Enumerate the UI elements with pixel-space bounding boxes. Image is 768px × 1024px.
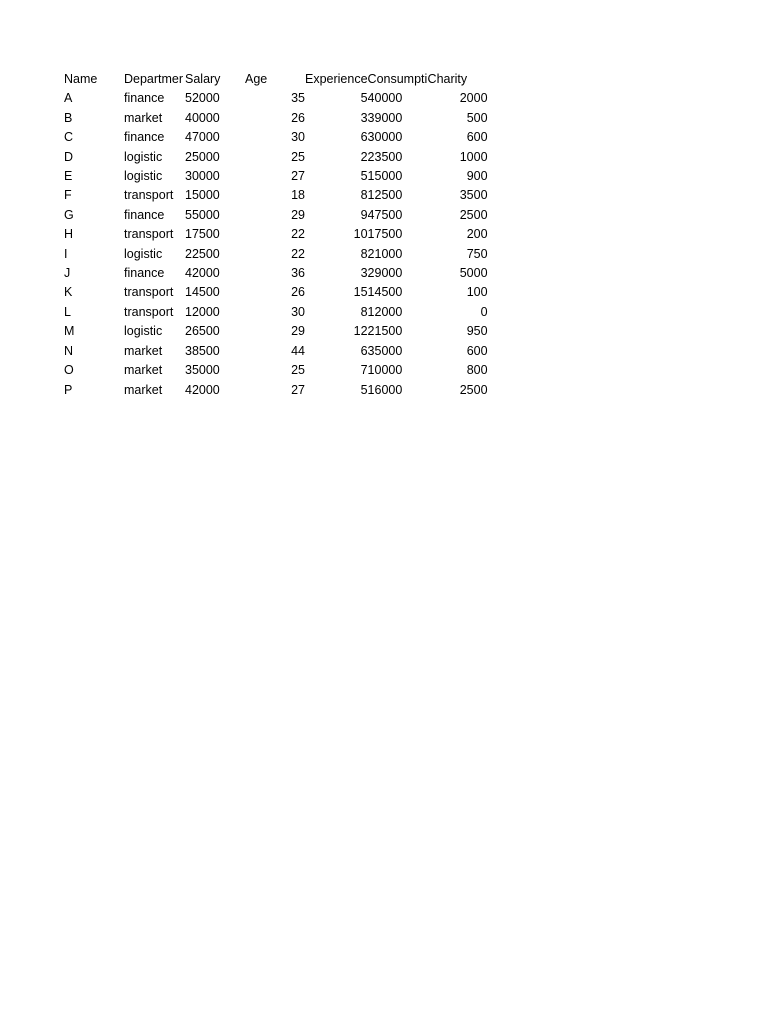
table-row [64,322,488,341]
cell-experience[interactable]: 6 [360,130,368,145]
cell-experience[interactable]: 3 [360,110,368,125]
table-row [64,148,488,167]
cell-department[interactable]: transport [124,285,174,300]
cell-department[interactable]: market [124,343,163,358]
table-row [64,109,488,128]
table-row [64,342,488,361]
cell-salary[interactable]: 40000 [185,110,220,125]
cell-charity[interactable]: 600 [466,343,488,358]
cell-department[interactable]: transport [124,227,174,242]
header-name[interactable]: Name [64,72,98,86]
cell-age[interactable]: 29 [291,207,305,222]
cell-salary[interactable]: 35000 [185,363,220,378]
cell-salary[interactable]: 26500 [185,324,220,339]
cell-department[interactable]: market [124,382,163,397]
cell-consumption[interactable]: 21500 [367,324,403,339]
cell-age[interactable]: 27 [291,169,305,184]
table-row [64,225,488,244]
cell-age[interactable]: 35 [291,91,305,106]
cell-salary[interactable]: 38500 [185,343,220,358]
cell-department[interactable]: transport [124,304,174,319]
cell-name[interactable]: H [64,227,74,242]
cell-charity[interactable]: 500 [466,110,488,125]
cell-age[interactable]: 25 [291,149,305,164]
table-row [64,206,488,225]
cell-experience[interactable]: 5 [360,169,368,184]
cell-consumption[interactable]: 15000 [367,169,403,184]
cell-consumption[interactable]: 21000 [367,246,403,261]
cell-charity[interactable]: 3500 [459,188,488,203]
header-department[interactable]: Departmer [124,72,184,86]
cell-charity[interactable]: 2500 [459,207,488,222]
table-row [64,186,488,205]
cell-salary[interactable]: 25000 [185,149,220,164]
cell-charity[interactable]: 900 [466,169,488,184]
cell-consumption[interactable]: 40000 [367,91,403,106]
cell-experience[interactable]: 15 [353,285,368,300]
table-row [64,167,488,186]
cell-age[interactable]: 30 [291,130,305,145]
cell-department[interactable]: logistic [124,149,163,164]
cell-consumption[interactable]: 17500 [367,227,403,242]
cell-age[interactable]: 44 [291,343,305,358]
cell-experience[interactable]: 10 [353,227,368,242]
cell-name[interactable]: G [64,207,74,222]
table-row [64,381,488,400]
cell-charity[interactable]: 5000 [459,266,488,281]
cell-charity[interactable]: 950 [466,324,488,339]
cell-consumption[interactable]: 14500 [367,285,403,300]
cell-experience[interactable]: 3 [360,266,368,281]
cell-salary[interactable]: 15000 [185,188,220,203]
cell-consumption[interactable]: 23500 [367,149,403,164]
cell-charity[interactable]: 1000 [459,149,488,164]
cell-salary[interactable]: 22500 [185,246,220,261]
cell-age[interactable]: 36 [291,266,305,281]
cell-department[interactable]: market [124,363,163,378]
cell-department[interactable]: finance [124,266,165,281]
cell-age[interactable]: 29 [291,324,305,339]
cell-charity[interactable]: 800 [466,363,488,378]
cell-salary[interactable]: 42000 [185,382,220,397]
cell-age[interactable]: 30 [291,304,305,319]
cell-consumption[interactable]: 10000 [367,363,403,378]
cell-experience[interactable]: 6 [360,343,368,358]
cell-consumption[interactable]: 35000 [367,343,403,358]
cell-name[interactable]: P [64,382,73,397]
cell-salary[interactable]: 30000 [185,169,220,184]
cell-consumption[interactable]: 47500 [367,207,403,222]
cell-age[interactable]: 26 [291,110,305,125]
data-table [64,70,488,400]
cell-salary[interactable]: 52000 [185,91,220,106]
cell-charity[interactable]: 2500 [459,382,488,397]
cell-experience[interactable]: 7 [360,363,368,378]
cell-name[interactable]: O [64,363,74,378]
header-age[interactable]: Age [245,72,268,86]
cell-department[interactable]: transport [124,188,174,203]
cell-consumption[interactable]: 12500 [367,188,403,203]
cell-department[interactable]: finance [124,130,165,145]
cell-salary[interactable]: 47000 [185,130,220,145]
cell-name[interactable]: C [64,130,74,145]
cell-salary[interactable]: 12000 [185,304,220,319]
cell-age[interactable]: 22 [291,246,305,261]
table-row [64,361,488,380]
cell-name[interactable]: K [64,285,73,300]
table-row [64,89,488,108]
cell-experience[interactable]: 8 [360,304,368,319]
cell-name[interactable]: I [64,246,68,261]
table-row [64,245,488,264]
cell-salary[interactable]: 55000 [185,207,220,222]
table-row [64,303,488,322]
cell-experience[interactable]: 2 [360,149,368,164]
cell-name[interactable]: L [64,304,71,319]
cell-salary[interactable]: 14500 [185,285,220,300]
cell-department[interactable]: logistic [124,324,163,339]
cell-salary[interactable]: 42000 [185,266,220,281]
cell-age[interactable]: 27 [291,382,305,397]
header-salary[interactable]: Salary [185,72,221,86]
cell-department[interactable]: logistic [124,169,163,184]
header-consumption[interactable]: Consumpti [367,72,428,86]
cell-salary[interactable]: 17500 [185,227,220,242]
cell-age[interactable]: 25 [291,363,305,378]
cell-department[interactable]: market [124,110,163,125]
cell-department[interactable]: finance [124,91,165,106]
cell-consumption[interactable]: 29000 [367,266,403,281]
cell-name[interactable]: D [64,149,74,164]
cell-consumption[interactable]: 30000 [367,130,403,145]
cell-age[interactable]: 26 [291,285,305,300]
cell-name[interactable]: M [64,324,75,339]
cell-experience[interactable]: 5 [360,91,368,106]
header-charity[interactable]: Charity [427,72,468,86]
table-row [64,283,488,302]
header-row [64,70,488,89]
cell-charity[interactable]: 2000 [459,91,488,106]
table-row [64,264,488,283]
cell-name[interactable]: J [64,266,71,281]
cell-department[interactable]: logistic [124,246,163,261]
table-body [64,89,488,400]
cell-consumption[interactable]: 39000 [367,110,403,125]
cell-age[interactable]: 22 [291,227,305,242]
cell-age[interactable]: 18 [291,188,305,203]
cell-name[interactable]: A [64,91,73,106]
header-experience[interactable]: Experience [305,72,368,86]
cell-name[interactable]: F [64,188,72,203]
cell-experience[interactable]: 5 [360,382,368,397]
cell-consumption[interactable]: 12000 [367,304,403,319]
cell-name[interactable]: N [64,343,74,358]
cell-experience[interactable]: 9 [360,207,368,222]
cell-experience[interactable]: 12 [353,324,368,339]
cell-name[interactable]: B [64,110,73,125]
cell-charity[interactable]: 0 [480,304,488,319]
cell-charity[interactable]: 200 [466,227,488,242]
cell-department[interactable]: finance [124,207,165,222]
cell-name[interactable]: E [64,169,73,184]
cell-charity[interactable]: 600 [466,130,488,145]
cell-charity[interactable]: 750 [466,246,488,261]
table-row [64,128,488,147]
cell-charity[interactable]: 100 [466,285,488,300]
cell-consumption[interactable]: 16000 [367,382,403,397]
cell-experience[interactable]: 8 [360,188,368,203]
cell-experience[interactable]: 8 [360,246,368,261]
